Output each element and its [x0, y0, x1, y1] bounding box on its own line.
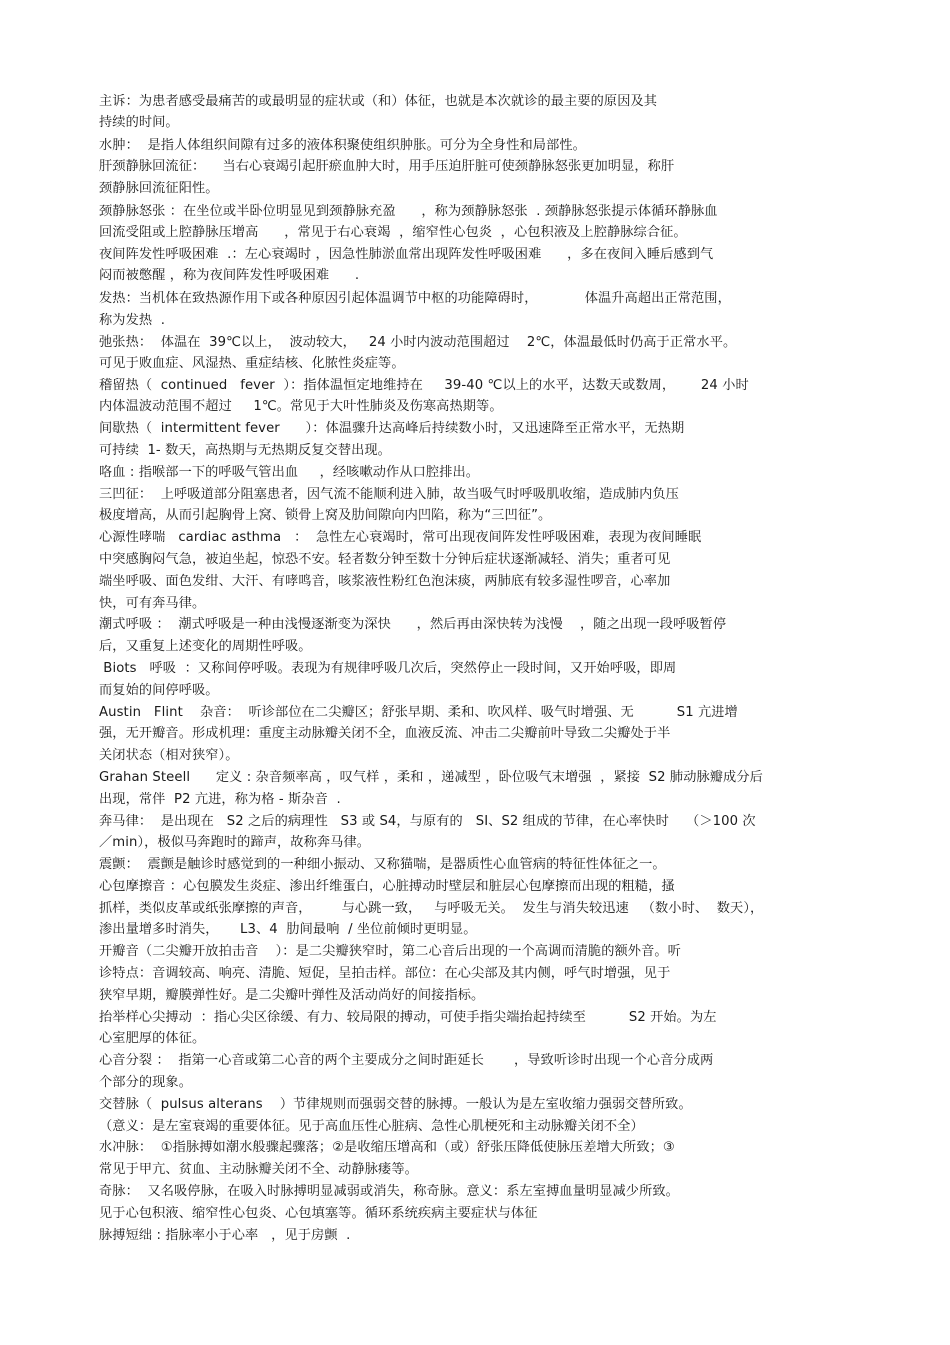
text-line: 个部分的现象。 [99, 1075, 193, 1090]
text-line: 渗出量增多时消失， L3、4 肋间最响 / 坐位前倾时更明显。 [99, 922, 477, 937]
text-line: 抓样，类似皮革或纸张摩擦的声音， 与心跳一致， 与呼吸无关。 发生与消失较迅速 （数小时、 数天）， [99, 901, 764, 916]
text-line: 端坐呼吸、面色发绀、大汗、有哮鸣音，咳浆液性粉红色泡沫痰，两肺底有较多湿性啰音，心率加 [99, 574, 671, 589]
text-line: 称为发热 . [99, 313, 166, 328]
text-line: 水肿： 是指人体组织间隙有过多的液体积聚使组织肿胀。可分为全身性和局部性。 [99, 138, 586, 153]
text-line: 快，可有奔马律。 [99, 596, 206, 611]
text-line: 中突感胸闷气急，被迫坐起，惊恐不安。轻者数分钟至数十分钟后症状逐渐减轻、消失；重者可见 [99, 552, 671, 567]
text-line: 肝颈静脉回流征： 当右心衰竭引起肝瘀血肿大时，用手压迫肝脏可使颈静脉怒张更加明显，称肝 [99, 159, 675, 174]
text-line: 关闭状态（相对狭窄）。 [99, 748, 239, 763]
text-line: 出现，常伴 P2 亢进，称为格 - 斯杂音 . [99, 792, 341, 807]
text-line: 心包摩擦音 ：心包膜发生炎症、渗出纤维蛋白，心脏搏动时壁层和脏层心包摩擦而出现的粗糙，搔 [99, 879, 675, 894]
text-line: 三凹征： 上呼吸道部分阻塞患者，因气流不能顺利进入肺，故当吸气时呼吸肌收缩，造成肺内负压 [99, 487, 679, 502]
text-line: 水冲脉： ①指脉搏如潮水般骤起骤落；②是收缩压增高和（或）舒张压降低使脉压差增大所致；③ [99, 1140, 675, 1155]
text-line: （意义：是左室衰竭的重要体征。见于高血压性心脏病、急性心肌梗死和主动脉瓣关闭不全） [99, 1119, 644, 1134]
text-line: 颈静脉回流征阳性。 [99, 181, 219, 196]
text-line: 闷而被憋醒 ，称为夜间阵发性呼吸困难 . [99, 268, 360, 283]
text-line: 心室肥厚的体征。 [99, 1031, 206, 1046]
text-line: 开瓣音（二尖瓣开放拍击音 ）：是二尖瓣狭窄时，第二心音后出现的一个高调而清脆的额外音。听 [99, 944, 681, 959]
text-line: 见于心包积液、缩窄性心包炎、心包填塞等。循环系统疾病主要症状与体征 [99, 1206, 538, 1221]
text-line: 内体温波动范围不超过 1℃。常见于大叶性肺炎及伤寒高热期等。 [99, 399, 503, 414]
text-line: 潮式呼吸 ： 潮式呼吸是一种由浅慢逐渐变为深快 ，然后再由深快转为浅慢 ，随之出现一段呼吸暂停 [99, 617, 727, 632]
text-line: 持续的时间。 [99, 115, 179, 130]
text-line: Grahan Steell 定义 : 杂音频率高 ，叹气样 ，柔和 ，递减型 ，卧位吸气末增强 ，紧接 S2 肺动脉瓣成分后 [99, 770, 763, 785]
text-line: 颈静脉怒张 ：在坐位或半卧位明显见到颈静脉充盈 ，称为颈静脉怒张 . 颈静脉怒张提示体循环静脉血 [99, 204, 718, 219]
text-line: 心音分裂 ： 指第一心音或第二心音的两个主要成分之间时距延长 ，导致听诊时出现一个心音分成两 [99, 1053, 714, 1068]
text-line: 后，又重复上述变化的周期性呼吸。 [99, 639, 312, 654]
text-line: 交替脉（ pulsus alterans ）节律规则而强弱交替的脉搏。一般认为是左室收缩力强弱交替所致。 [99, 1097, 692, 1112]
text-line: 奔马律： 是出现在 S2 之后的病理性 S3 或 S4，与原有的 SI、S2 组成的节律，在心率快时 （＞100 次 [99, 814, 756, 829]
text-line: 稽留热（ continued fever ）：指体温恒定地维持在 39-40 ℃以上的水平，达数天或数周， 24 小时 [99, 378, 749, 393]
text-line: 奇脉： 又名吸停脉，在吸入时脉搏明显减弱或消失，称奇脉。意义：系左室搏血量明显减少所致。 [99, 1184, 679, 1199]
text-line: 狭窄早期，瓣膜弹性好。是二尖瓣叶弹性及活动尚好的间接指标。 [99, 988, 485, 1003]
text-line: 可见于败血症、风湿热、重症结核、化脓性炎症等。 [99, 356, 405, 371]
text-line: 诊特点：音调较高、响亮、清脆、短促，呈拍击样。部位：在心尖部及其内侧，呼气时增强，见于 [99, 966, 671, 981]
text-line: 脉搏短绌 : 指脉率小于心率 ，见于房颤 . [99, 1228, 351, 1243]
text-line: 弛张热： 体温在 39℃以上， 波动较大， 24 小时内波动范围超过 2℃，体温最低时仍高于正常水平。 [99, 335, 737, 350]
text-line: Biots 呼吸 ：又称间停呼吸。表现为有规律呼吸几次后，突然停止一段时间，又开始呼吸，即周 [99, 661, 677, 676]
text-line: Austin Flint 杂音： 听诊部位在二尖瓣区；舒张早期、柔和、吹风样、吸气时增强、无 S1 亢进增 [99, 705, 738, 720]
text-line: 可持续 1- 数天，高热期与无热期反复交替出现。 [99, 443, 391, 458]
text-line: 主诉：为患者感受最痛苦的或最明显的症状或（和）体征，也就是本次就诊的最主要的原因及其 [99, 94, 658, 109]
text-line: 回流受阻或上腔静脉压增高 ，常见于右心衰竭 ，缩窄性心包炎 ，心包积液及上腔静脉综合征。 [99, 225, 687, 240]
text-line: 夜间阵发性呼吸困难 .：左心衰竭时 ，因急性肺淤血常出现阵发性呼吸困难 ，多在夜间入睡后感到气 [99, 247, 714, 262]
text-line: 极度增高，从而引起胸骨上窝、锁骨上窝及肋间隙向内凹陷，称为“三凹征”。 [99, 508, 552, 523]
text-line: 间歇热（ intermittent fever ）：体温骤升达高峰后持续数小时，又迅速降至正常水平，无热期 [99, 421, 685, 436]
text-line: 心源性哮喘 cardiac asthma ： 急性左心衰竭时，常可出现夜间阵发性呼吸困难，表现为夜间睡眠 [99, 530, 702, 545]
text-line: 咯血 : 指喉部一下的呼吸气管出血 ，经咳嗽动作从口腔排出。 [99, 465, 480, 480]
text-line: 发热：当机体在致热源作用下或各种原因引起体温调节中枢的功能障碍时， 体温升高超出正常范围， [99, 291, 731, 306]
text-line: 震颤： 震颤是触诊时感觉到的一种细小振动、又称猫喘，是器质性心血管病的特征性体征之一。 [99, 857, 666, 872]
text-line: 常见于甲亢、贫血、主动脉瓣关闭不全、动静脉瘘等。 [99, 1162, 418, 1177]
text-line: 强，无开瓣音。形成机理：重度主动脉瓣关闭不全，血液反流、冲击二尖瓣前叶导致二尖瓣处于半 [99, 726, 671, 741]
text-line: ／min），极似马奔跑时的蹄声，故称奔马律。 [99, 835, 371, 850]
text-line: 抬举样心尖搏动 ：指心尖区徐缓、有力、较局限的搏动，可使手指尖端抬起持续至 S2 开始。为左 [99, 1010, 717, 1025]
text-line: 而复始的间停呼吸。 [99, 683, 219, 698]
